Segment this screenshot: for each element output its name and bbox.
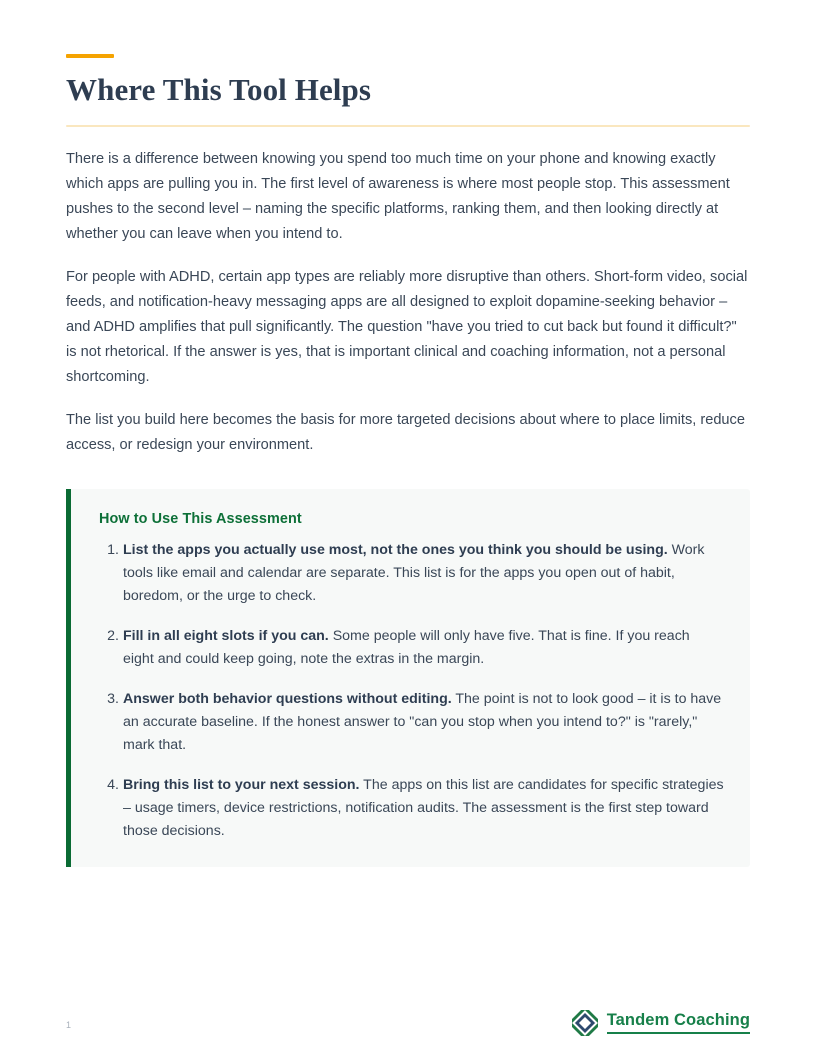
list-item [99, 688, 724, 757]
list-item [99, 539, 724, 608]
paragraph-2: For people with ADHD, certain app types are reliably more disruptive than others. Short-form video, social feeds, and notification-heavy messaging apps are all designed to exploit dopamine-seeking behavior – and ADHD amplifies that pull significantly. The question "have you tried to cut back but found it difficult?" is not rhetorical. If the answer is yes, that is important clinical and coaching information, not a personal shortcoming. [66, 268, 748, 385]
list-item-body: The point is not to look good – it is to have an accurate baseline. If the honest answer to "can you stop when you intend to?" is "rarely," mark that. [123, 690, 722, 753]
list-item-lead: Fill in all eight slots if you can. [123, 627, 329, 644]
page-content [66, 0, 750, 867]
how-to-use-callout [66, 489, 750, 867]
callout-title: How to Use This Assessment [99, 510, 302, 527]
tandem-diamond-icon [572, 1010, 598, 1036]
brand-name: Tandem Coaching [607, 1012, 750, 1034]
brand-logo [572, 1010, 750, 1036]
list-item-body: Work tools like email and calendar are separate. This list is for the apps you open out of habit, boredom, or the urge to check. [123, 541, 705, 604]
list-item [99, 625, 724, 671]
callout-instruction-list [99, 539, 724, 843]
title-divider [66, 125, 750, 127]
paragraph-3: The list you build here becomes the basis for more targeted decisions about where to place limits, reduce access, or redesign your environment. [66, 411, 745, 453]
list-item [99, 774, 724, 843]
list-item-lead: Answer both behavior questions without editing. [123, 690, 452, 707]
body-copy [66, 147, 750, 458]
list-item-body: Some people will only have five. That is fine. If you reach eight and could keep going, note the extras in the margin. [123, 627, 690, 667]
list-item-lead: List the apps you actually use most, not the ones you think you should be using. [123, 541, 668, 558]
list-item-body: The apps on this list are candidates for specific strategies – usage timers, device restrictions, notification audits. The assessment is the first step toward those decisions. [123, 776, 724, 839]
paragraph-1: There is a difference between knowing you spend too much time on your phone and knowing exactly which apps are pulling you in. The first level of awareness is where most people stop. This assessment pushes to the second level – naming the specific platforms, ranking them, and then looking directly at whether you can leave when you intend to. [66, 150, 730, 242]
list-item-lead: Bring this list to your next session. [123, 776, 360, 793]
page-number: 1 [66, 1020, 72, 1030]
page-title: Where This Tool Helps [66, 72, 372, 107]
title-accent-bar [66, 54, 114, 58]
page-footer [0, 986, 816, 1056]
